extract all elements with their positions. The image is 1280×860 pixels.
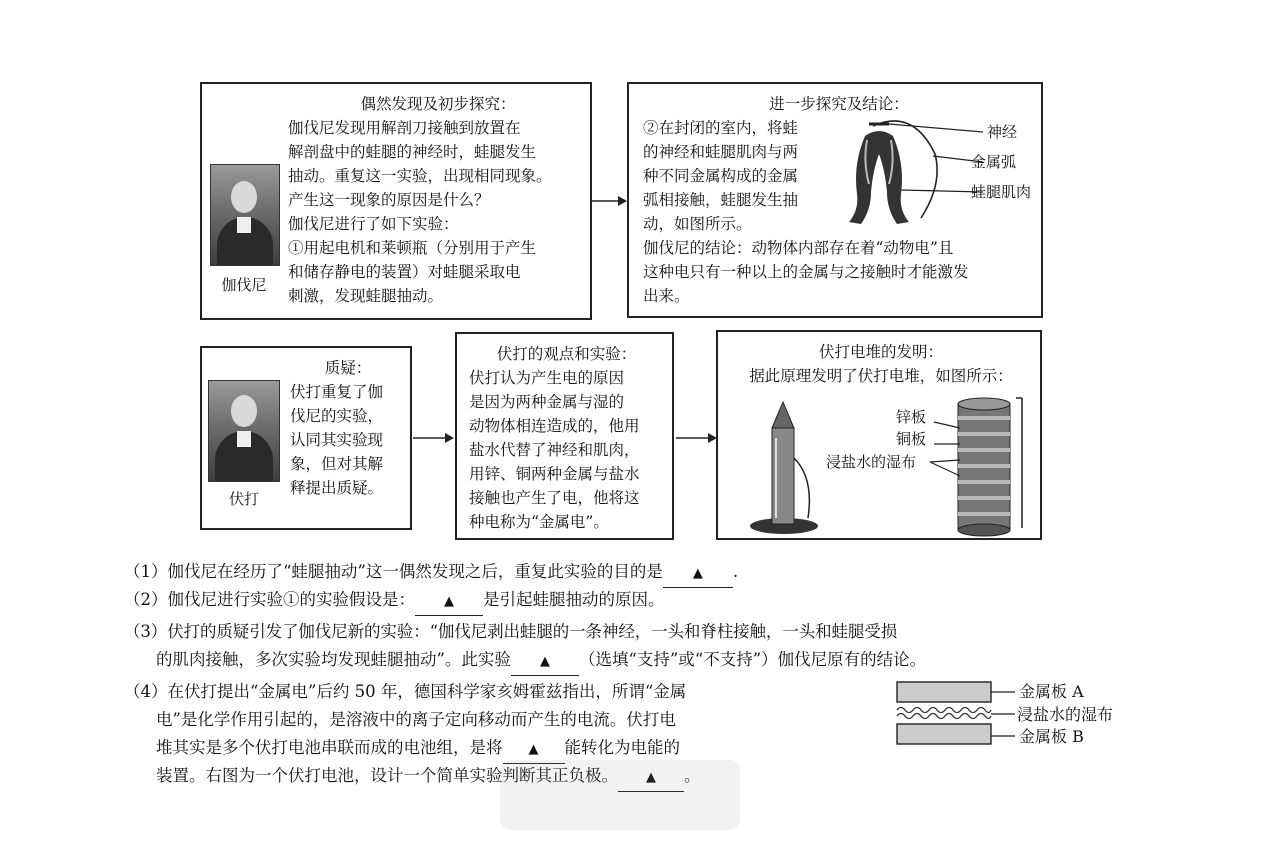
volta-portrait: [208, 380, 280, 482]
question-1: （1）伽伐尼在经历了“蛙腿抽动”这一偶然发现之后，重复此实验的目的是 ▲ .: [124, 558, 738, 588]
frog-leg-diagram: [843, 114, 1043, 234]
box3-text: 伏打重复了伽 伐尼的实验， 认同其实验现 象，但对其解 释提出质疑。: [290, 383, 384, 497]
box-voltaic-pile: [716, 330, 1042, 540]
box-questioning: [200, 346, 412, 530]
arrow-2: [413, 430, 455, 446]
galvani-portrait: [210, 164, 280, 266]
label-metal-plate-b: 金属板 B: [1019, 727, 1084, 746]
box2-conclusion: 伽伐尼的结论：动物体内部存在着“动物电”且 这种电只有一种以上的金属与之接触时才能激发 出来。: [643, 239, 969, 305]
box-volta-view: [455, 332, 674, 540]
box-further-inquiry: [627, 82, 1043, 318]
label-leg-muscle: 蛙腿肌肉: [971, 183, 1032, 201]
box2-title: 进一步探究及结论：: [769, 95, 909, 113]
q1-answer-blank[interactable]: ▲: [663, 558, 733, 588]
arrow-3: [676, 430, 718, 446]
question-2: （2）伽伐尼进行实验①的实验假设是： ▲ 是引起蛙腿抽动的原因。: [124, 586, 665, 616]
label-metal-arc: 金属弧: [971, 153, 1017, 171]
galvani-caption: 伽伐尼: [221, 276, 267, 294]
question-3-line2: 的肌肉接触，多次实验均发现蛙腿抽动”。此实验 ▲ （选填“支持”或“不支持”）伽伐尼原有的结论。: [156, 646, 926, 676]
q4-answer-blank-2[interactable]: ▲: [618, 762, 684, 792]
box5-title: 伏打电堆的发明：: [818, 343, 943, 361]
question-4-line1: （4）在伏打提出“金属电”后约 50 年，德国科学家亥姆霍兹指出，所谓“金属: [124, 682, 687, 701]
question-3-line1: （3）伏打的质疑引发了伽伐尼新的实验：“伽伐尼剥出蛙腿的一条神经，一头和脊柱接触，一头和蛙腿受损: [124, 622, 898, 641]
label-nerve: 神经: [987, 123, 1018, 141]
box1-title: 偶然发现及初步探究：: [360, 95, 516, 113]
question-4-line4: 装置。右图为一个伏打电池，设计一个简单实验判断其正负极。 ▲ 。: [156, 762, 701, 792]
label-wet-cloth: 浸盐水的湿布: [826, 453, 917, 471]
q2-text: （2）伽伐尼进行实验①的实验假设是：: [124, 590, 415, 609]
q4-answer-blank-1[interactable]: ▲: [503, 734, 565, 764]
box4-text: 伏打认为产生电的原因 是因为两种金属与湿的 动物体相连造成的，他用 盐水代替了神经和肌肉， 用锌、铜两种金属与盐水 接触也产生了电，他将这 种电称为“金属电”。: [469, 369, 640, 531]
label-saline-cloth: 浸盐水的湿布: [1017, 705, 1114, 724]
box5-text: 据此原理发明了伏打电堆，如图所示：: [749, 367, 1013, 385]
label-metal-plate-a: 金属板 A: [1019, 682, 1084, 701]
box1-text: 伽伐尼发现用解剖刀接触到放置在 解剖盘中的蛙腿的神经时，蛙腿发生 抽动。重复这一实验，出现相同现象。 产生这一现象的原因是什么？ 伽伐尼进行了如下实验： ①用起电机和莱顿瓶（分别用于产生 和储存静电的装置）对蛙腿采取电 刺激，发现蛙腿抽动。: [288, 119, 552, 305]
box3-title: 质疑：: [324, 359, 372, 377]
box4-title: 伏打的观点和实验：: [496, 345, 637, 363]
q2-answer-blank[interactable]: ▲: [415, 586, 483, 616]
arrow-1: [592, 193, 628, 209]
question-4-line2: 电”是化学作用引起的，是溶液中的离子定向移动而产生的电流。伏打电: [156, 710, 676, 729]
question-4-line3: 堆其实是多个伏打电池串联而成的电池组，是将 ▲ 能转化为电能的: [156, 734, 680, 764]
voltaic-cell-diagram: [893, 676, 1143, 756]
volta-caption: 伏打: [228, 490, 259, 508]
q3-answer-blank[interactable]: ▲: [511, 646, 579, 676]
watermark-shape: [500, 760, 740, 830]
q1-text: （1）伽伐尼在经历了“蛙腿抽动”这一偶然发现之后，重复此实验的目的是: [124, 562, 663, 581]
box2-text: ②在封闭的室内，将蛙 的神经和蛙腿肌肉与两 种不同金属构成的金属 弧相接触，蛙腿发生抽 动，如图所示。: [643, 119, 799, 233]
voltaic-pile-diagram: [724, 388, 1040, 538]
box-accidental-discovery: [200, 82, 592, 320]
label-copper-plate: 铜板: [896, 430, 927, 448]
label-zinc-plate: 锌板: [896, 408, 927, 426]
